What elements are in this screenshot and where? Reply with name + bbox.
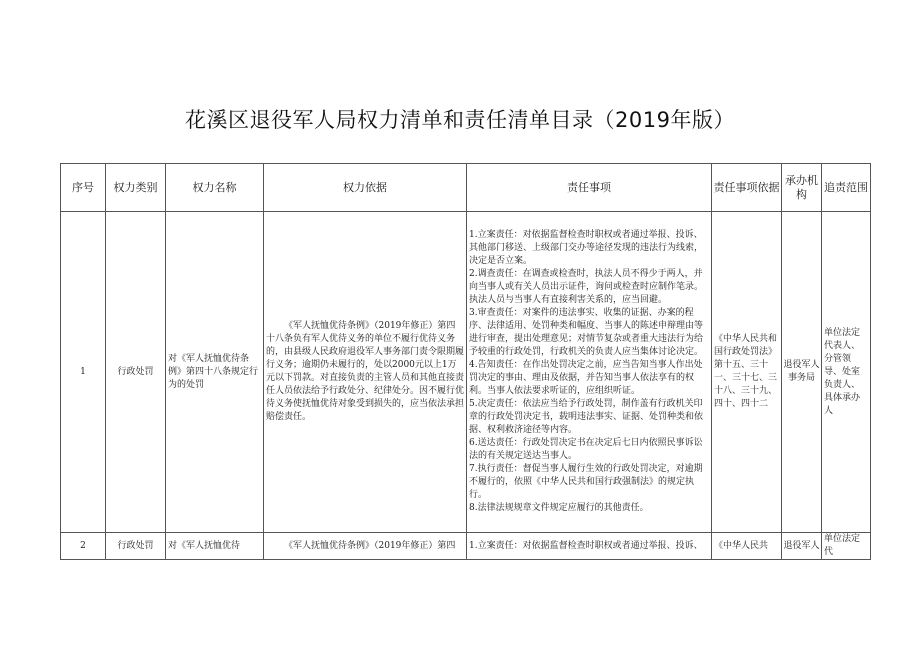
header-accountability: 追责范围	[822, 164, 871, 212]
header-category: 权力类别	[106, 164, 166, 212]
duty-item: 1.立案责任：对依据监督检查时职权或者通过举报、投诉、	[469, 540, 703, 551]
table-row	[61, 212, 871, 533]
duty-item: 8.法律法规规章文件规定应履行的其他责任。	[469, 503, 649, 513]
header-power-name: 权力名称	[166, 164, 264, 212]
row-accountability: 单位法定代	[822, 533, 871, 560]
row-index: 1	[61, 212, 106, 533]
table-header-row	[61, 164, 871, 212]
document-title: 花溪区退役军人局权力清单和责任清单目录（2019年版）	[185, 108, 735, 132]
row-accountability: 单位法定代表人、分管领导、处室负责人、具体承办人	[822, 212, 871, 533]
basis-text: 《军人抚恤优待条例》（2019年修正）第四	[284, 540, 456, 551]
duty-item: 4.告知责任：在作出处罚决定之前，应当告知当事人作出处罚决定的事由、理由及依据，并告知当事人依法享有的权利。当事人依法要求听证的，应组织听证。	[469, 360, 703, 396]
row-duties	[467, 533, 712, 560]
duty-item: 7.执行责任：督促当事人履行生效的行政处罚决定，对逾期不履行的，依照《中华人民共和国行政强制法》的规定执行。	[469, 464, 703, 500]
row-category: 行政处罚	[106, 533, 166, 560]
row-category: 行政处罚	[106, 212, 166, 533]
row-duty-basis: 《中华人民共和国行政处罚法》第十五、三十一、三十七、三十八、三十九、四十、四十二	[712, 212, 782, 533]
row-power-name: 对《军人抚恤优待	[166, 533, 264, 560]
duty-item: 6.送达责任：行政处罚决定书在决定后七日内依照民事诉讼法的有关规定送达当事人。	[469, 438, 703, 461]
duty-item: 1.立案责任：对依据监督检查时职权或者通过举报、投诉、其他部门移送、上级部门交办等途径发现的违法行为线索，决定是否立案。	[469, 230, 704, 266]
header-duty-basis: 责任事项依据	[712, 164, 782, 212]
duty-item: 2.调查责任：在调查或检查时，执法人员不得少于两人，并向当事人或有关人员出示证件，询问或检查时应制作笔录。执法人员与当事人有直接利害关系的，应当回避。	[469, 269, 704, 305]
basis-text: 《军人抚恤优待条例》（2019年修正）第四十八条负有军人优待义务的单位不履行优待义务的，由县级人民政府退役军人事务部门责令限期履行义务；逾期仍未履行的，处以2000元以上1万元以下罚款。对直接负责的主管人员和其他直接责任人员依法给予行政处分、纪律处分。因不履行优待义务使抚恤优待对象受到损失的，应当依法承担赔偿责任。	[266, 321, 465, 422]
row-power-name: 对《军人抚恤优待条例》第四十八条规定行为的处罚	[166, 212, 264, 533]
row-duties	[467, 212, 712, 533]
row-power-basis	[264, 533, 467, 560]
duty-item: 3.审查责任：对案件的违法事实、收集的证据、办案的程序、法律适用、处罚种类和幅度、当事人的陈述申辩理由等进行审查，提出处理意见；对情节复杂或者重大违法行为给予较重的行政处罚，行政机关的负责人应当集体讨论决定。	[469, 308, 704, 357]
header-power-basis: 权力依据	[264, 164, 467, 212]
row-power-basis	[264, 212, 467, 533]
row-duty-basis: 《中华人民共	[712, 533, 782, 560]
header-duties: 责任事项	[467, 164, 712, 212]
duty-item: 5.决定责任：依法应当给予行政处罚，制作盖有行政机关印章的行政处罚决定书，载明违法事实、证据、处罚种类和依据、权利救济途径等内容。	[469, 399, 704, 435]
row-agency: 退役军人事务局	[782, 212, 822, 533]
table-row	[61, 533, 871, 560]
header-agency: 承办机构	[782, 164, 822, 212]
power-list-table	[60, 163, 871, 560]
header-index: 序号	[61, 164, 106, 212]
row-agency: 退役军人	[782, 533, 822, 560]
row-index: 2	[61, 533, 106, 560]
